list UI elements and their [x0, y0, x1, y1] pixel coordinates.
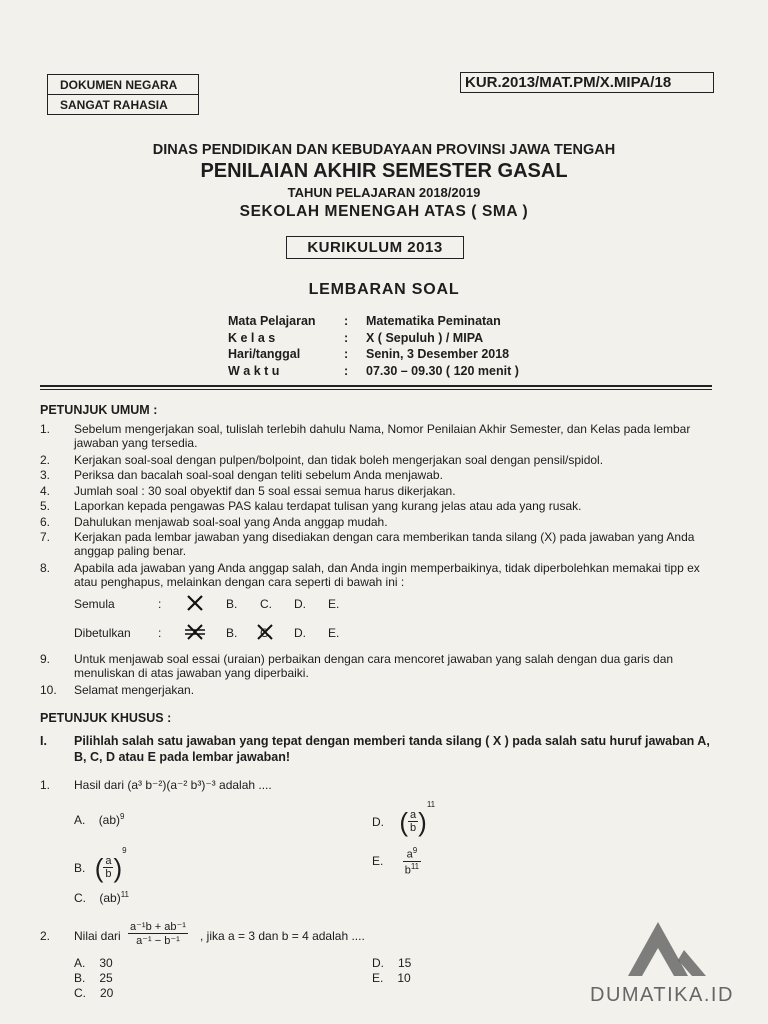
info-value: X ( Sepuluh ) / MIPA [366, 331, 484, 345]
school-level: SEKOLAH MENENGAH ATAS ( SMA ) [239, 203, 529, 220]
option-letter: E. [372, 854, 384, 869]
question-prefix: Nilai dari [74, 929, 121, 943]
info-key: W a k t u [228, 364, 280, 378]
item-number: 3. [40, 468, 51, 482]
fraction-numerator: a⁻¹b + ab⁻¹ [130, 921, 186, 933]
item-number: 1. [40, 422, 51, 436]
item-text: Laporkan kepada pengawas PAS kalau terdapat tulisan yang kurang jelas atau ada yang rusak. [74, 499, 582, 513]
option-letter: D. [294, 626, 306, 640]
item-text: Dahulukan menjawab soal-soal yang Anda anggap mudah. [74, 515, 388, 529]
question-fraction [128, 920, 188, 947]
option-math: (ab)$^{11}$ [99, 890, 129, 905]
item-number: 4. [40, 484, 51, 498]
info-colon: : [344, 314, 349, 328]
watermark-logo-icon [588, 920, 718, 985]
q2-option-d[interactable] [372, 956, 411, 970]
question-number: 2. [40, 929, 51, 943]
q1-option-b[interactable]: B. ( $\frac{a}{b}$ )$^9$ [74, 846, 127, 883]
q2-option-b[interactable] [74, 971, 113, 985]
exam-title: PENILAIAN AKHIR SEMESTER GASAL [200, 160, 568, 182]
option-letter: A. [74, 813, 86, 827]
document-code: KUR.2013/MAT.PM/X.MIPA/18 [460, 72, 714, 93]
option-letter: C. [260, 597, 272, 611]
item-number: 10. [40, 683, 57, 697]
info-value: 07.30 – 09.30 ( 120 menit ) [366, 364, 519, 378]
info-key: Mata Pelajaran [228, 314, 316, 328]
divider-top [40, 385, 712, 387]
doc-label-rahasia: SANGAT RAHASIA [48, 94, 198, 114]
q1-option-c[interactable] [74, 890, 129, 905]
general-heading: PETUNJUK UMUM : [40, 403, 158, 417]
option-letter: B. [226, 597, 238, 611]
item-number: 5. [40, 499, 51, 513]
item-text: Periksa dan bacalah soal-soal dengan teliti sebelum Anda menjawab. [74, 468, 443, 482]
special-heading: PETUNJUK KHUSUS : [40, 711, 172, 725]
item-number: 2. [40, 453, 51, 467]
option-letter: C. [260, 626, 272, 640]
info-colon: : [344, 347, 349, 361]
example-colon: : [158, 626, 162, 640]
example-semula [74, 597, 374, 615]
sheet-title: LEMBARAN SOAL [308, 281, 460, 298]
special-text: Pilihlah salah satu jawaban yang tepat dengan memberi tanda silang ( X ) pada salah satu huruf jawaban A, B, C, D atau E pada lembar jawaban! [74, 734, 710, 764]
option-value: 30 [99, 956, 113, 970]
info-colon: : [344, 364, 349, 378]
q1-option-e[interactable]: E. $\frac{a^9}{b^{11}}$ [372, 846, 420, 877]
option-letter: D. [372, 956, 384, 970]
option-letter: B. [74, 971, 86, 985]
item-number: 6. [40, 515, 51, 529]
item-text: Untuk menjawab soal essai (uraian) perbaikan dengan cara mencoret jawaban yang salah dengan dua garis dan menuliskan di atas jawaban yang diperbaiki. [74, 652, 674, 680]
question-number: 1. [40, 778, 51, 792]
item-text: Apabila ada jawaban yang Anda anggap salah, dan Anda ingin memperbaikinya, tidak diperbolehkan memakai tipp ex atau penghapus, melainkan dengan cara seperti di bawah ini : [74, 561, 700, 589]
item-text: Sebelum mengerjakan soal, tulislah terlebih dahulu Nama, Nomor Penilaian Akhir Semester, dan Kelas pada lembar jawaban yang tersedia. [74, 422, 691, 450]
watermark-text: DUMATIKA.ID [590, 984, 734, 1006]
info-key: Hari/tanggal [228, 347, 301, 361]
item-number: 9. [40, 652, 51, 666]
option-math: (ab)$^9$ [98, 812, 125, 827]
q2-option-a[interactable] [74, 956, 113, 970]
info-value: Senin, 3 Desember 2018 [366, 347, 510, 361]
item-text: Kerjakan soal-soal dengan pulpen/bolpoint, dan tidak boleh mengerjakan soal dengan pensil/spidol. [74, 453, 604, 467]
divider-bottom [40, 389, 712, 390]
doc-label-negara: DOKUMEN NEGARA [60, 78, 178, 92]
option-letter: C. [74, 891, 86, 905]
option-letter: B. [74, 860, 86, 875]
fraction-denominator: a⁻¹ − b⁻¹ [136, 935, 180, 947]
info-key: K e l a s [228, 331, 276, 345]
q1-option-a[interactable] [74, 812, 124, 827]
option-letter: D. [372, 814, 384, 829]
option-letter: B. [226, 626, 238, 640]
example-colon: : [158, 597, 162, 611]
q2-option-e[interactable] [372, 971, 411, 985]
option-value: 20 [100, 986, 114, 1000]
option-letter: E. [328, 597, 340, 611]
option-letter: D. [294, 597, 306, 611]
item-number: 7. [40, 530, 51, 544]
example-dibetulkan [74, 626, 374, 644]
option-value: 25 [99, 971, 113, 985]
option-value: 10 [397, 971, 411, 985]
item-text: Jumlah soal : 30 soal obyektif dan 5 soal essai semua harus dikerjakan. [74, 484, 456, 498]
item-text: Kerjakan pada lembar jawaban yang disediakan dengan cara memberikan tanda silang (X) pada jawaban yang Anda anggap paling benar. [74, 530, 695, 558]
example-label: Semula [74, 597, 115, 611]
q1-option-d[interactable]: D. ( $\frac{a}{b}$ )$^{11}$ [372, 800, 436, 837]
option-letter: C. [74, 986, 86, 1000]
item-text: Selamat mengerjakan. [74, 683, 195, 697]
example-label: Dibetulkan [74, 626, 131, 640]
option-value: 15 [398, 956, 412, 970]
roman-numeral: I. [40, 734, 47, 748]
item-number: 8. [40, 561, 51, 575]
option-letter: A. [74, 956, 86, 970]
info-colon: : [344, 331, 349, 345]
option-letter: E. [372, 971, 384, 985]
academic-year: TAHUN PELAJARAN 2018/2019 [287, 185, 481, 200]
curriculum-box: KURIKULUM 2013 [286, 236, 464, 259]
question-text: Hasil dari (a³ b⁻²)(a⁻² b³)⁻³ adalah .... [74, 778, 272, 792]
q2-option-c[interactable] [74, 986, 113, 1000]
option-letter: E. [328, 626, 340, 640]
agency-title: DINAS PENDIDIKAN DAN KEBUDAYAAN PROVINSI JAWA TENGAH [152, 142, 616, 158]
document-classification-box [47, 74, 199, 115]
info-value: Matematika Peminatan [366, 314, 501, 328]
question-suffix: , jika a = 3 dan b = 4 adalah .... [200, 929, 365, 943]
